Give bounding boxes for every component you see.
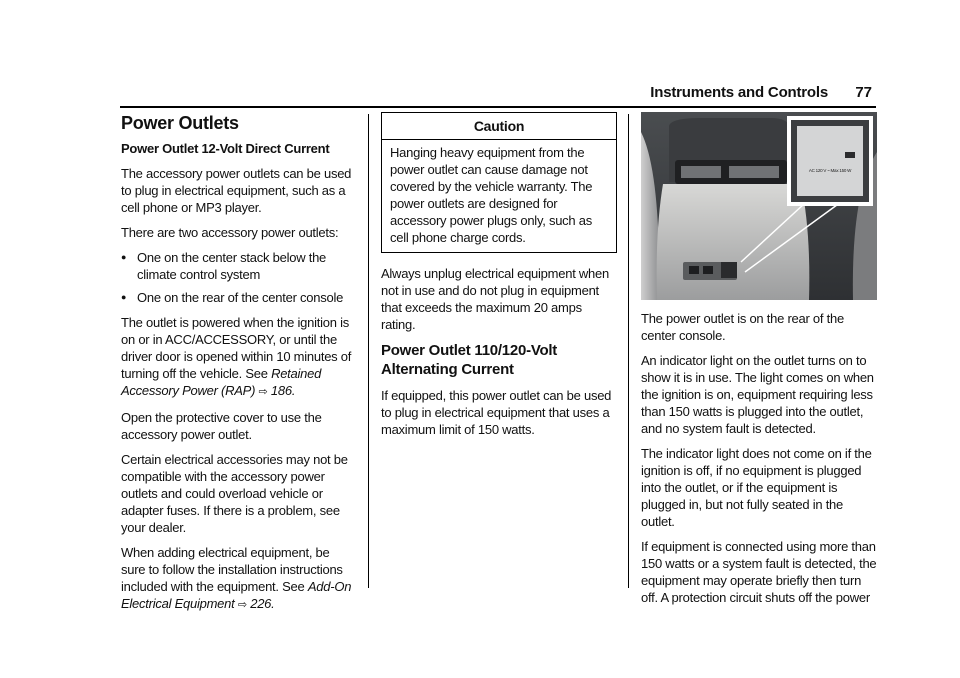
paragraph: The outlet is powered when the ignition is on or in ACC/ACCESSORY, or until the driver door is opened within 10 minutes of turning off the vehicle. See Retained Accessory Power (RAP) ⇨ 186. (121, 315, 352, 398)
column-1 (121, 112, 357, 622)
subsection-heading-12v: Power Outlet 12-Volt Direct Current (121, 141, 330, 156)
page-title: Power Outlets (121, 113, 239, 133)
paragraph-text: The outlet is powered when the ignition is on or in ACC/ACCESSORY, or until the driver door is opened within 10 minutes of turning off the vehicle. See (121, 315, 352, 381)
header-rule (120, 106, 876, 108)
rap-page-ref[interactable]: 186 (270, 383, 292, 398)
column-3 (641, 112, 877, 614)
paragraph: When adding electrical equipment, be sure to follow the installation instructions included with the equipment. See Add-On Electrical Equipment ⇨ 226. (121, 545, 352, 611)
outlet-rating-label: AC 120 V ~ Max 150 W (808, 168, 852, 173)
rap-link[interactable]: Retained Accessory Power (RAP) (121, 366, 322, 398)
paragraph: If equipment is connected using more than 150 watts or a system fault is detected, the equipment may operate briefly then turn off. A protection circuit shuts off the power (641, 539, 877, 605)
column-2 (381, 112, 617, 446)
page-number: 77 (855, 84, 872, 101)
paragraph: The accessory power outlets can be used to plug in electrical equipment, such as a cell phone or MP3 player. (121, 166, 352, 215)
caution-box (381, 112, 617, 253)
list-item: ● One on the center stack below the climate control system (121, 249, 357, 283)
page-header (0, 84, 960, 106)
paragraph: There are two accessory power outlets: (121, 225, 339, 240)
addon-page-ref[interactable]: 226 (250, 596, 272, 611)
paragraph: If equipped, this power outlet can be used to plug in electrical equipment that uses a maximum limit of 150 watts. (381, 388, 612, 437)
column-divider-left (368, 114, 369, 588)
addon-equipment-link[interactable]: Add-On Electrical Equipment (121, 579, 352, 611)
paragraph: Certain electrical accessories may not be compatible with the accessory power outlets and could overload vehicle or adapter fuses. If there is a problem, see your dealer. (121, 452, 348, 535)
page-reference-arrow-icon: ⇨ (237, 599, 247, 611)
outlet-list (121, 249, 357, 306)
paragraph-text: When adding electrical equipment, be sure to follow the installation instructions included with the equipment. See (121, 545, 343, 594)
subsection-heading-120v: Power Outlet 110/120-Volt Alternating Current (381, 342, 558, 378)
paragraph: The indicator light does not come on if the ignition is off, if no equipment is plugged into the outlet, or if the equipment is plugged in, but not fully seated in the outlet. (641, 446, 872, 529)
console-outlet-illustration (641, 112, 877, 300)
paragraph: Always unplug electrical equipment when not in use and do not plug in equipment that exceeds the maximum 20 amps rating. (381, 266, 609, 332)
caution-body: Hanging heavy equipment from the power outlet can cause damage not covered by the vehicle warranty. The power outlets are designed for accessory power plugs only, such as cell phone charge cords. (390, 145, 593, 245)
list-item: ● One on the rear of the center console (121, 289, 357, 306)
section-title: Instruments and Controls (650, 84, 828, 101)
console-photo (641, 112, 877, 300)
page-reference-arrow-icon: ⇨ (258, 386, 268, 398)
paragraph: An indicator light on the outlet turns on to show it is in use. The light comes on when the ignition is on, equipment requiring less than 150 watts is plugged into the outlet, and no system fault is detected. (641, 353, 874, 436)
column-divider-right (628, 114, 629, 588)
caution-title: Caution (382, 113, 616, 140)
paragraph: The power outlet is on the rear of the center console. (641, 311, 844, 343)
paragraph: Open the protective cover to use the accessory power outlet. (121, 410, 322, 442)
